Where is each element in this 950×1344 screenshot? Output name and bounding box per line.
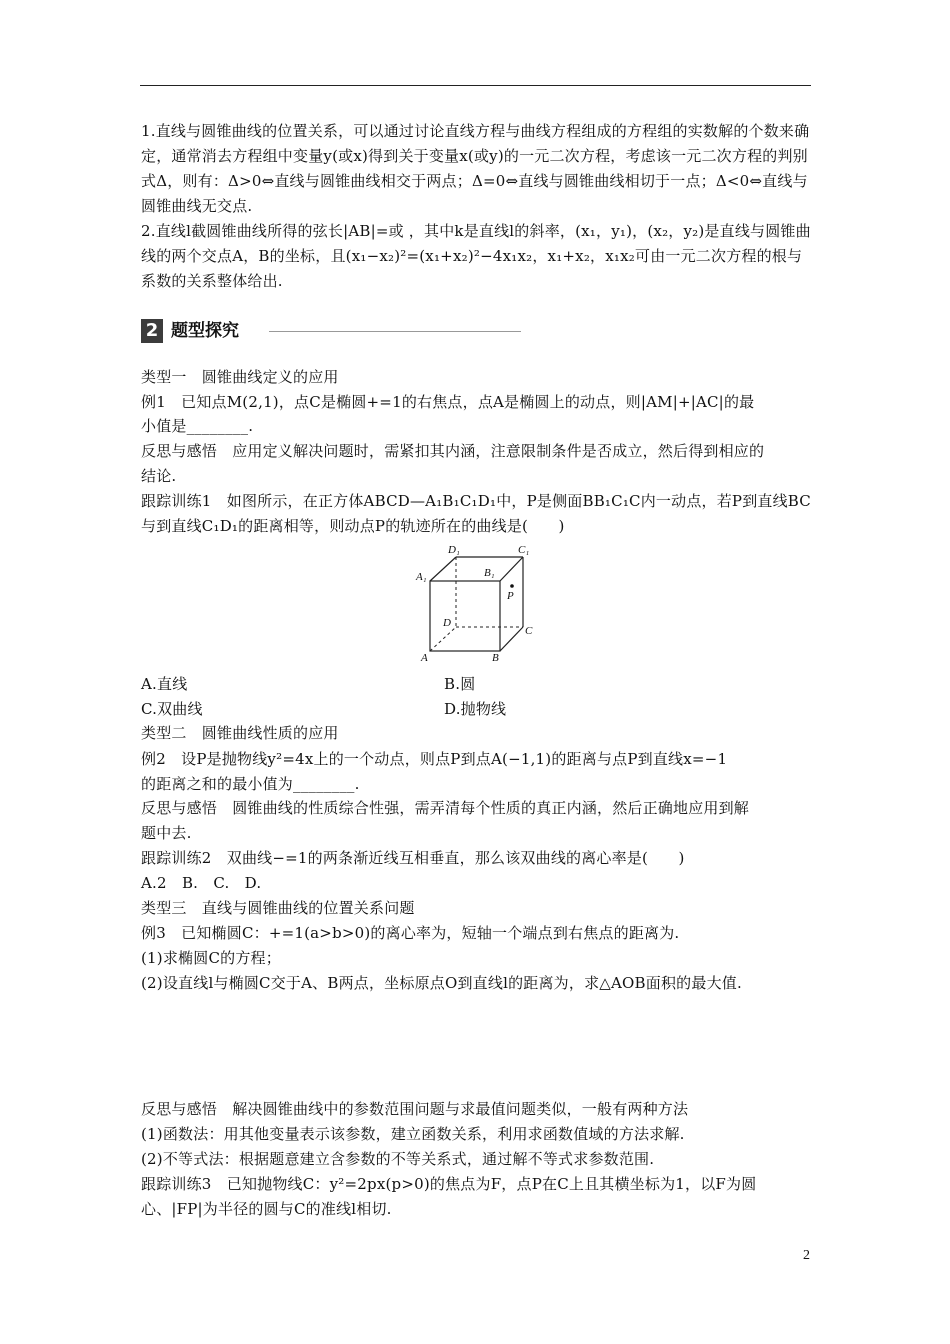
point-p-dot	[510, 584, 514, 588]
label-a: A	[421, 652, 428, 664]
section-title: 题型探究	[171, 321, 239, 341]
example2-line2: 的距离之和的最小值为________.	[141, 775, 360, 793]
option-d: D.抛物线	[444, 700, 507, 718]
training1-line1: 跟踪训练1 如图所示，在正方体ABCD—A₁B₁C₁D₁中，P是侧面BB₁C₁C内一动点，若P到直线BC	[141, 492, 811, 510]
label-d1: D₁	[448, 544, 460, 556]
reflection2-line2: 题中去.	[141, 824, 192, 842]
option-b: B.圆	[444, 675, 476, 693]
cube-figure	[410, 543, 545, 665]
label-p: P	[507, 590, 514, 602]
intro-paragraph-2: 2.直线l截圆锥曲线所得的弦长|AB|=或 ，其中k是直线l的斜率，(x₁，y₁)，(x₂，y₂)是直线与圆锥曲线的两个交点A，B的坐标，且(x₁−x₂)²=(x₁+x₂)²−4x₁x₂，x₁+x₂，x₁x₂可由一元二次方程的根与系数的关系整体给出.	[141, 222, 811, 290]
option-a: A.直线	[141, 675, 188, 693]
reflection1-line2: 结论.	[141, 467, 177, 485]
section-rule	[269, 331, 521, 332]
section-header	[141, 319, 521, 343]
page-number: 2	[803, 1248, 810, 1263]
training3-line2: 心、|FP|为半径的圆与C的准线l相切.	[141, 1200, 392, 1218]
example2-line1: 例2 设P是抛物线y²=4x上的一个动点，则点P到点A(−1,1)的距离与点P到直线x=−1	[141, 750, 728, 768]
example3-part1: (1)求椭圆C的方程；	[141, 949, 281, 967]
training1-line2: 与到直线C₁D₁的距离相等，则动点P的轨迹所在的曲线是( )	[141, 517, 565, 535]
reflection2-line1: 反思与感悟 圆锥曲线的性质综合性强，需弄清每个性质的真正内涵，然后正确地应用到解	[141, 799, 750, 817]
cube-hidden-edge-ad	[430, 627, 456, 651]
cube-edge-a1d1	[430, 557, 456, 581]
intro-paragraph-1: 1.直线与圆锥曲线的位置关系，可以通过讨论直线方程与曲线方程组成的方程组的实数解的个数来确定，通常消去方程组中变量y(或x)得到关于变量x(或y)的一元二次方程，考虑该一元二次方程的判别式Δ，则有：Δ>0⇔直线与圆锥曲线相交于两点；Δ=0⇔直线与圆锥曲线相切于一点；Δ<0⇔直线与圆锥曲线无交点.	[141, 122, 810, 215]
label-c: C	[525, 625, 533, 637]
reflection3-method2: (2)不等式法：根据题意建立含参数的不等关系式，通过解不等式求参数范围.	[141, 1150, 655, 1168]
example1-line1: 例1 已知点M(2,1)，点C是椭圆+=1的右焦点，点A是椭圆上的动点，则|AM|+|AC|的最	[141, 393, 755, 411]
label-b1: B₁	[484, 567, 495, 579]
type1-heading: 类型一 圆锥曲线定义的应用	[141, 368, 339, 386]
training2-options: A.2 B. C. D.	[141, 874, 262, 892]
label-c1: C₁	[518, 544, 530, 556]
example3-line: 例3 已知椭圆C：+=1(a>b>0)的离心率为，短轴一个端点到右焦点的距离为.	[141, 924, 680, 942]
option-c: C.双曲线	[141, 700, 203, 718]
header-rule	[140, 85, 811, 86]
section-number: 2	[141, 319, 163, 343]
training2-line: 跟踪训练2 双曲线−=1的两条渐近线互相垂直，那么该双曲线的离心率是( )	[141, 849, 685, 867]
example1-line2: 小值是________.	[141, 417, 254, 435]
cube-edge-b1c1	[500, 557, 523, 581]
reflection1-line1: 反思与感悟 应用定义解决问题时，需紧扣其内涵，注意限制条件是否成立，然后得到相应的	[141, 442, 765, 460]
cube-front-face	[430, 581, 500, 651]
training3-line1: 跟踪训练3 已知抛物线C：y²=2px(p>0)的焦点为F，点P在C上且其横坐标为1，以F为圆	[141, 1175, 757, 1193]
label-a1: A₁	[416, 571, 427, 583]
type2-heading: 类型二 圆锥曲线性质的应用	[141, 724, 339, 742]
reflection3-method1: (1)函数法：用其他变量表示该参数，建立函数关系，利用求函数值域的方法求解.	[141, 1125, 685, 1143]
example3-part2: (2)设直线l与椭圆C交于A、B两点，坐标原点O到直线l的距离为，求△AOB面积的最大值.	[141, 974, 742, 992]
cube-edge-bc	[500, 627, 523, 651]
type3-heading: 类型三 直线与圆锥曲线的位置关系问题	[141, 899, 415, 917]
reflection3-line: 反思与感悟 解决圆锥曲线中的参数范围问题与求最值问题类似，一般有两种方法	[141, 1100, 689, 1118]
label-d: D	[443, 617, 451, 629]
label-b: B	[492, 652, 499, 664]
